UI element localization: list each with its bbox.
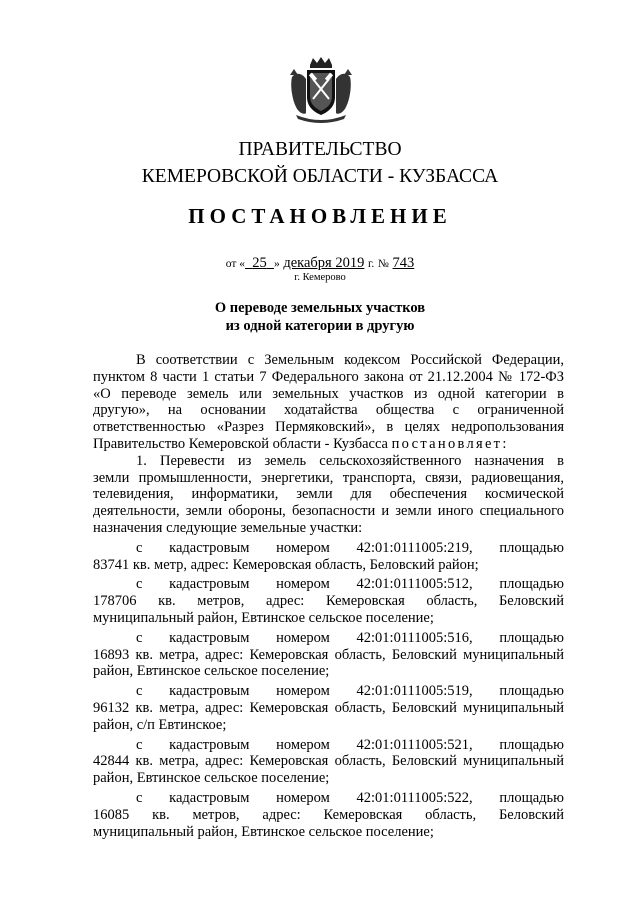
- subject-line-1: О переводе земельных участков: [214, 300, 426, 316]
- date-mid: »: [273, 258, 280, 270]
- date-month-year: декабря 2019: [283, 255, 365, 271]
- plot-line: с кадастровым номером 42:01:0111005:516, площадью: [136, 629, 564, 646]
- number-label: №: [377, 258, 389, 270]
- document-subject: [0, 299, 640, 335]
- document-body: [93, 352, 564, 840]
- plot-line: 16085 кв. метров, адрес: Кемеровская область, Беловский: [93, 806, 564, 823]
- body-line: ответственностью «Разрез Пермяковский», в целях недропользования: [93, 419, 564, 436]
- resolve-word: постановляет:: [391, 435, 509, 452]
- government-name-line-2: КЕМЕРОВСКОЙ ОБЛАСТИ - КУЗБАССА: [141, 166, 499, 187]
- plot-line: 16893 кв. метра, адрес: Кемеровская область, Беловский муниципальный: [93, 646, 564, 663]
- body-line: назначения следующие земельные участки:: [93, 519, 363, 536]
- document-number: 743: [392, 255, 415, 271]
- body-line: другую», на основании ходатайства общества с ограниченной: [93, 402, 564, 419]
- subject-line-2: из одной категории в другую: [225, 318, 415, 334]
- city-name: г. Кемерово: [294, 272, 346, 283]
- coat-of-arms-emblem: [286, 55, 356, 125]
- plot-line: с кадастровым номером 42:01:0111005:512, площадью: [136, 576, 564, 593]
- government-name-line-1: ПРАВИТЕЛЬСТВО: [238, 139, 402, 160]
- plot-line: с кадастровым номером 42:01:0111005:521, площадью: [136, 736, 564, 753]
- body-line: земли промышленности, энергетики, транспорта, связи, радиовещания,: [93, 469, 564, 486]
- plot-line: район, с/п Евтинское;: [93, 716, 227, 733]
- date-day: 25: [252, 255, 267, 271]
- plot-line: район, Евтинское сельское поселение;: [93, 770, 330, 787]
- plot-line: с кадастровым номером 42:01:0111005:519, площадью: [136, 683, 564, 700]
- date-year-suffix: г.: [367, 258, 375, 270]
- body-line: 1. Перевести из земель сельскохозяйственного назначения в: [136, 452, 564, 469]
- date-prefix: от «: [225, 258, 245, 270]
- body-line: Правительство Кемеровской области - Кузбасса постановляет:: [93, 435, 509, 452]
- document-title: ПОСТАНОВЛЕНИЕ: [188, 204, 452, 228]
- plot-line: с кадастровым номером 42:01:0111005:219, площадью: [136, 539, 564, 556]
- body-line: пунктом 8 части 1 статьи 7 Федерального закона от 21.12.2004 № 172-ФЗ: [93, 368, 564, 385]
- plot-line: 178706 кв. метров, адрес: Кемеровская область, Беловский: [93, 593, 564, 610]
- body-line: деятельности, земли обороны, безопасности и земли иного специального: [93, 503, 564, 520]
- plot-line: муниципальный район, Евтинское сельское поселение;: [93, 609, 434, 626]
- body-line: телевидения, информатики, земли для обеспечения космической: [93, 486, 564, 503]
- plot-line: район, Евтинское сельское поселение;: [93, 663, 330, 680]
- plot-line: с кадастровым номером 42:01:0111005:522, площадью: [136, 789, 564, 806]
- plot-line: 83741 кв. метр, адрес: Кемеровская область, Беловский район;: [93, 556, 479, 573]
- plot-line: 42844 кв. метра, адрес: Кемеровская область, Беловский муниципальный: [93, 753, 564, 770]
- plot-line: муниципальный район, Евтинское сельское поселение;: [93, 823, 434, 840]
- body-line: «О переводе земель или земельных участков из одной категории в: [93, 385, 564, 402]
- plot-line: 96132 кв. метра, адрес: Кемеровская область, Беловский муниципальный: [93, 699, 564, 716]
- body-line: В соответствии с Земельным кодексом Российской Федерации,: [136, 352, 564, 368]
